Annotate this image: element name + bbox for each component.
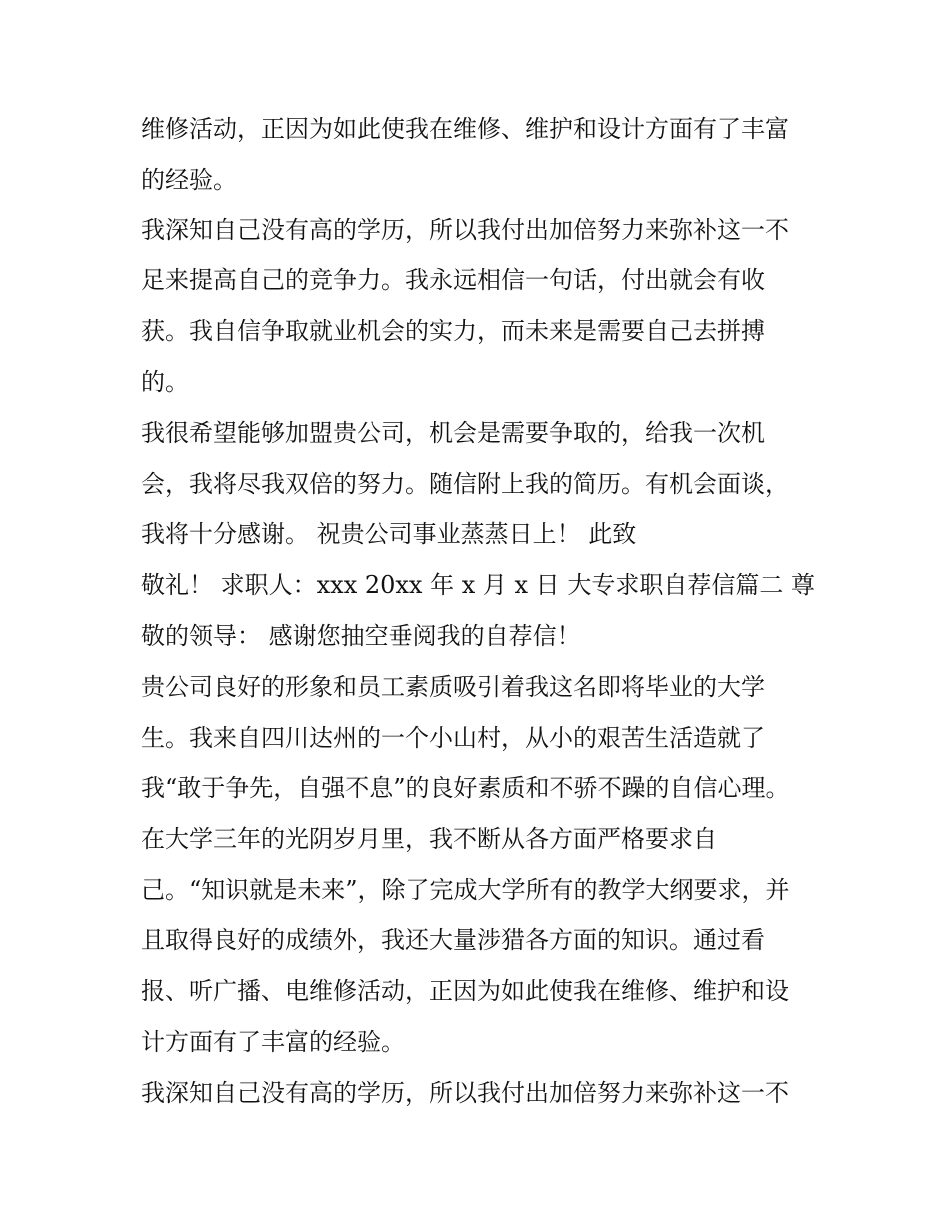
text-line: 计方面有了丰富的经验。 <box>141 1028 405 1056</box>
text-line: 敬礼！ 求职人：xxx 20xx 年 x 月 x 日 大专求职自荐信篇二 尊 <box>141 571 815 599</box>
text-line: 我“敢于争先，自强不息”的良好素质和不骄不躁的自信心理。 <box>141 774 790 802</box>
text-line: 且取得良好的成绩外，我还大量涉猎各方面的知识。通过看 <box>141 926 765 954</box>
text-line: 我深知自己没有高的学历，所以我付出加倍努力来弥补这一不 <box>141 1079 789 1107</box>
text-line: 维修活动，正因为如此使我在维修、维护和设计方面有了丰富 <box>141 115 789 143</box>
text-line: 的经验。 <box>141 166 237 194</box>
text-line: 贵公司良好的形象和员工素质吸引着我这名即将毕业的大学 <box>141 673 765 701</box>
text-line: 生。我来自四川达州的一个小山村，从小的艰苦生活造就了 <box>141 724 765 752</box>
text-line: 我将十分感谢。 祝贵公司事业蒸蒸日上！ 此致 <box>141 520 637 548</box>
text-line: 报、听广播、电维修活动，正因为如此使我在维修、维护和设 <box>141 977 789 1005</box>
text-line: 的。 <box>141 368 189 396</box>
text-line: 会，我将尽我双倍的努力。随信附上我的简历。有机会面谈， <box>141 470 789 498</box>
text-line: 我很希望能够加盟贵公司，机会是需要争取的，给我一次机 <box>141 419 765 447</box>
text-line: 我深知自己没有高的学历，所以我付出加倍努力来弥补这一不 <box>141 216 789 244</box>
text-line: 足来提高自己的竞争力。我永远相信一句话，付出就会有收 <box>141 266 765 294</box>
text-line: 敬的领导： 感谢您抽空垂阅我的自荐信！ <box>141 622 581 650</box>
text-line: 在大学三年的光阴岁月里，我不断从各方面严格要求自 <box>141 825 717 853</box>
text-line: 己。“知识就是未来”，除了完成大学所有的教学大纲要求，并 <box>141 876 790 904</box>
text-line: 获。我自信争取就业机会的实力，而未来是需要自己去拼搏 <box>141 317 765 345</box>
